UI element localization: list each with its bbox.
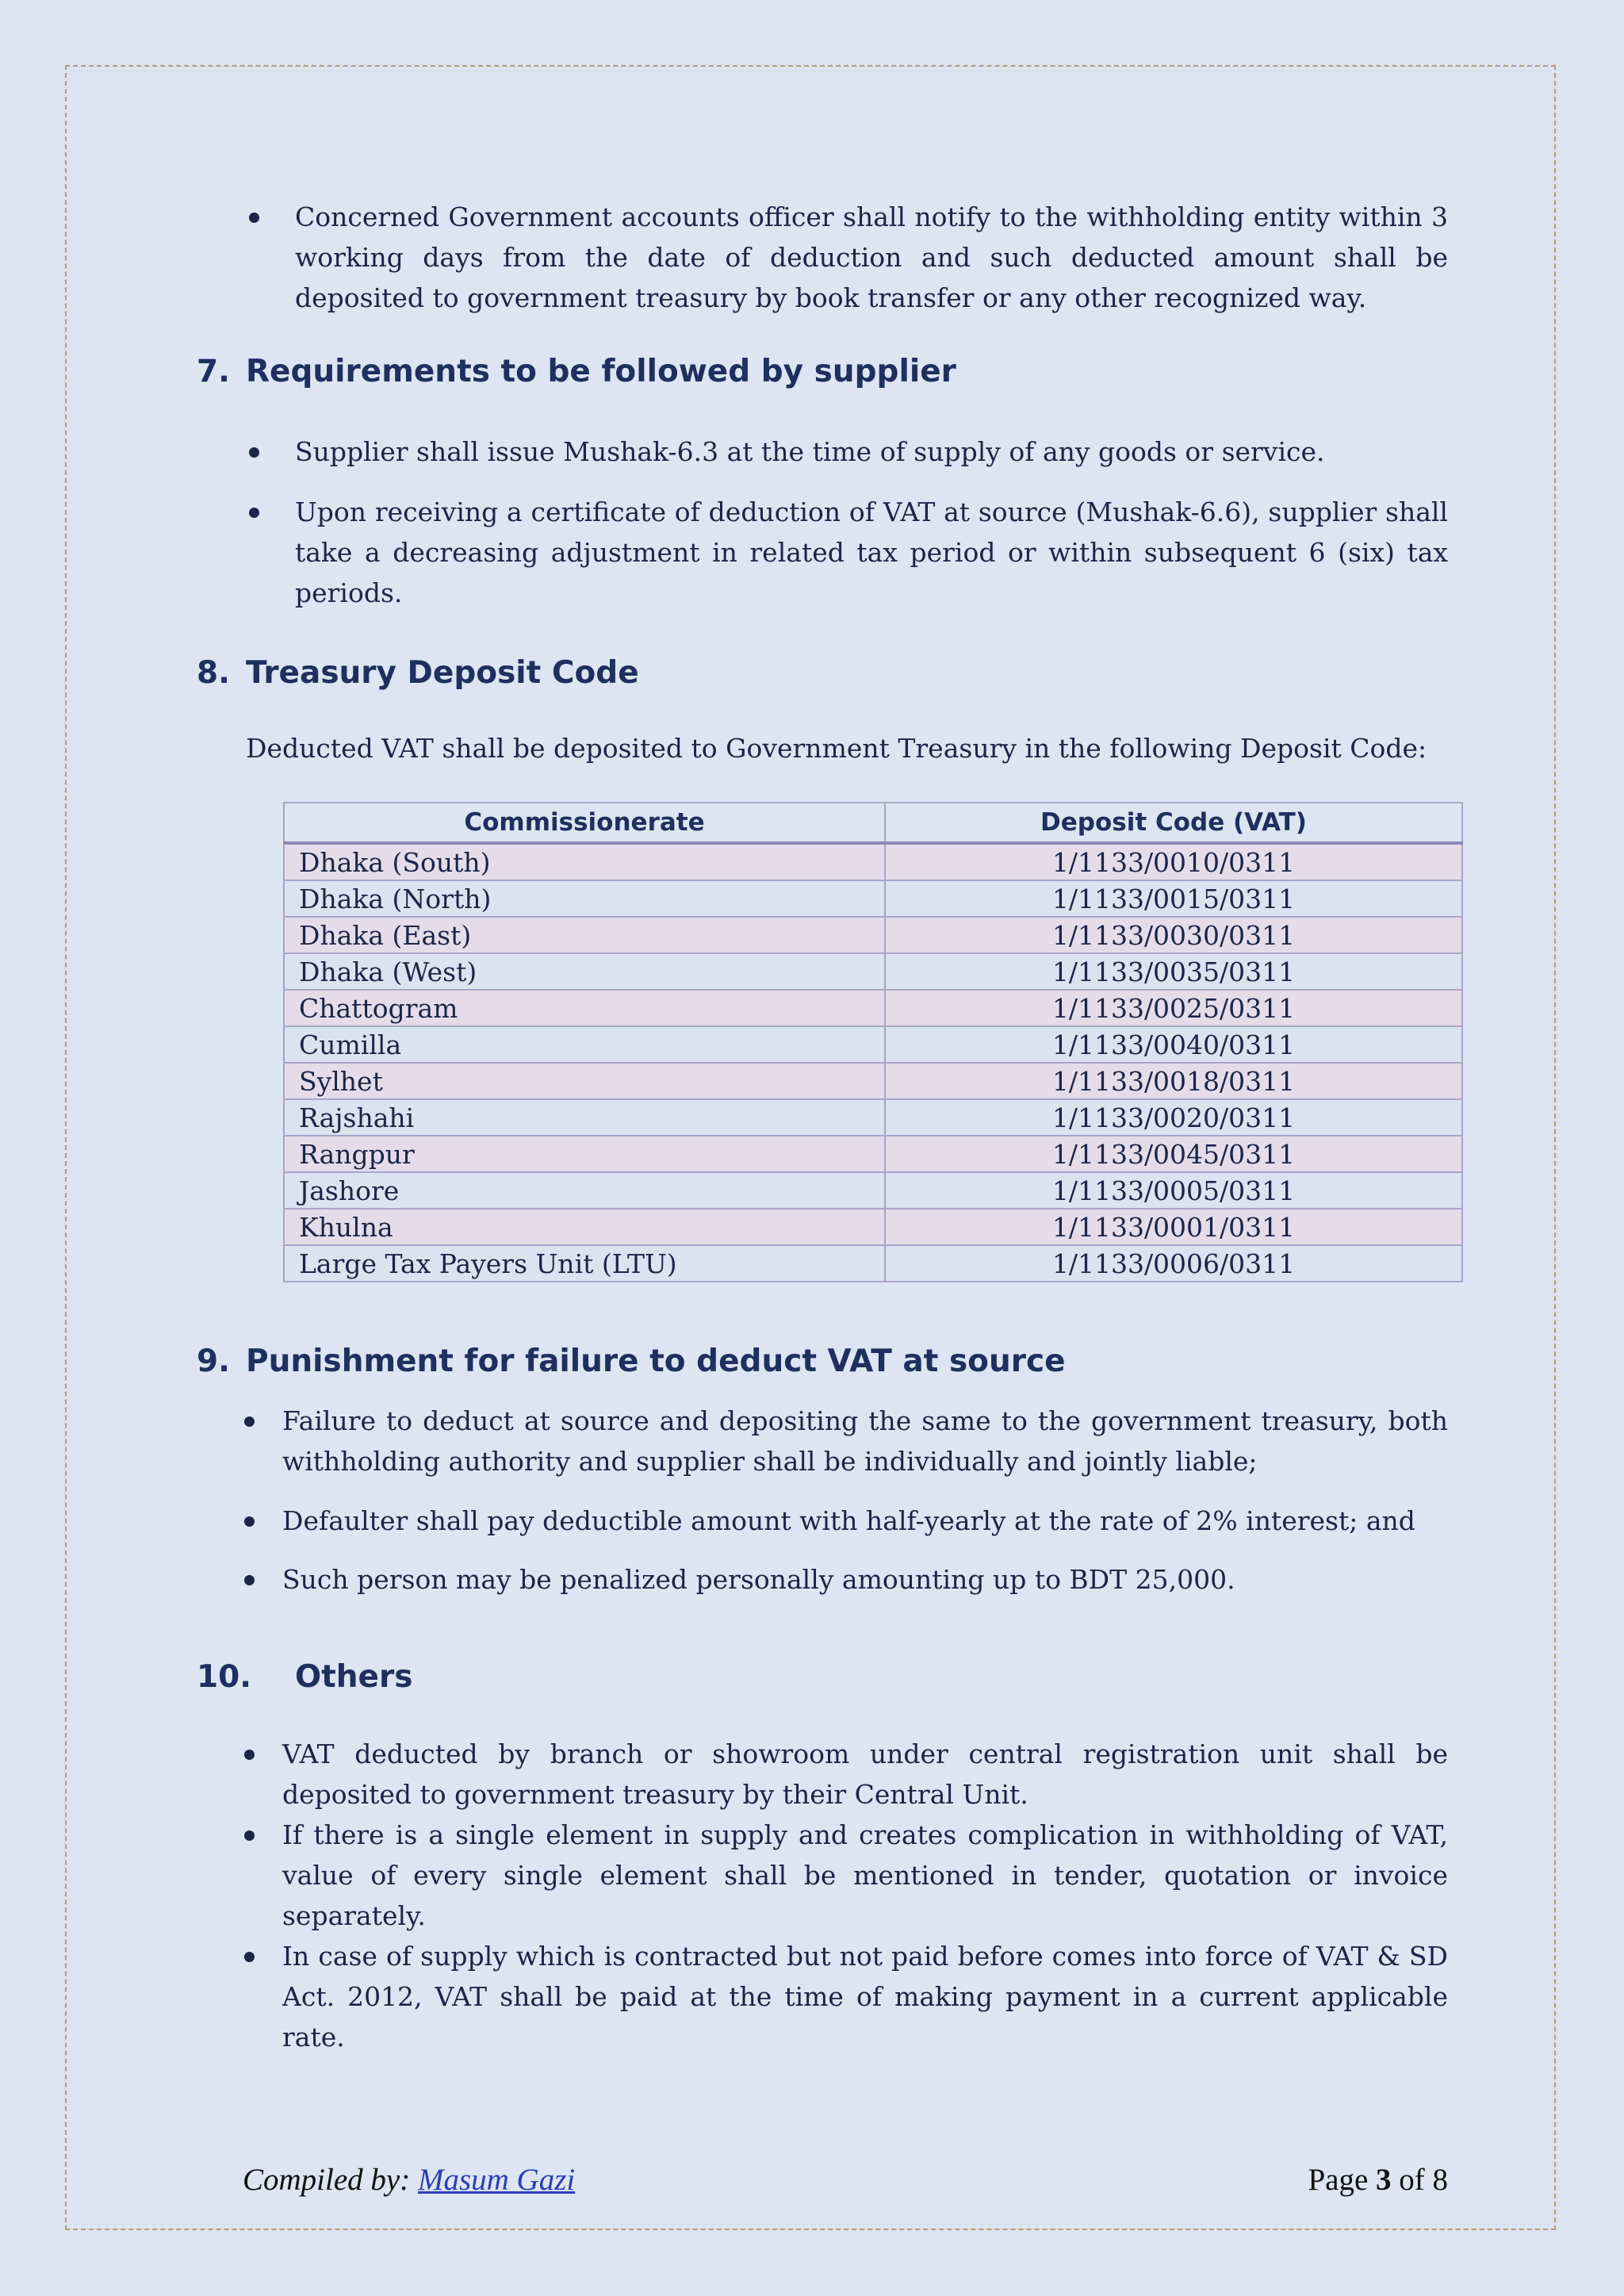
deposit-code-cell: 1/1133/0020/0311: [885, 1099, 1462, 1136]
column-header-commissionerate: Commissionerate: [284, 803, 885, 843]
table-header-row: [284, 803, 1462, 843]
deposit-code-cell: 1/1133/0015/0311: [885, 880, 1462, 917]
section-8-intro: Deducted VAT shall be deposited to Government Treasury in the following Deposit Code:: [246, 733, 1427, 764]
table-row: [284, 953, 1462, 990]
list-item: Such person may be penalized personally amounting up to BDT 25,000.: [197, 1559, 1448, 1600]
bullet-icon: [244, 1750, 255, 1760]
list-item: If there is a single element in supply and creates complication in withholding of VAT, value of every single element shall be mentioned in tender, quotation or invoice separately.: [197, 1815, 1448, 1936]
commissionerate-cell: Dhaka (North): [284, 880, 885, 917]
deposit-code-cell: 1/1133/0018/0311: [885, 1063, 1462, 1099]
top-bullets: [197, 197, 1448, 318]
section-9-bullets-2: [197, 1501, 1448, 1541]
commissionerate-cell: Dhaka (West): [284, 953, 885, 990]
table-row: [284, 1026, 1462, 1063]
section-9-heading: 9. Punishment for failure to deduct VAT at source: [197, 1343, 1066, 1379]
commissionerate-cell: Sylhet: [284, 1063, 885, 1099]
section-10-heading: 10. Others: [197, 1659, 413, 1695]
compiled-by-label: Compiled by:: [243, 2163, 418, 2197]
table-row: [284, 1099, 1462, 1136]
section-7-bullets: [197, 431, 1448, 472]
list-item: Supplier shall issue Mushak-6.3 at the time of supply of any goods or service.: [197, 431, 1448, 472]
bullet-icon: [249, 508, 259, 518]
deposit-code-cell: 1/1133/0040/0311: [885, 1026, 1462, 1063]
section-7-bullets-2: [197, 492, 1448, 613]
table-row: [284, 990, 1462, 1026]
commissionerate-cell: Jashore: [284, 1172, 885, 1209]
section-9-bullets: [197, 1401, 1448, 1481]
commissionerate-cell: Large Tax Payers Unit (LTU): [284, 1245, 885, 1282]
section-7-heading: 7. Requirements to be followed by supplier: [197, 354, 956, 389]
commissionerate-cell: Rangpur: [284, 1136, 885, 1172]
list-item: In case of supply which is contracted but not paid before comes into force of VAT & SD Act. 2012, VAT shall be paid at the time of making payment in a current applicable rate.: [197, 1936, 1448, 2057]
table-row: [284, 1136, 1462, 1172]
bullet-icon: [244, 1516, 255, 1527]
bullet-icon: [244, 1952, 255, 1962]
list-item: Upon receiving a certificate of deduction of VAT at source (Mushak-6.6), supplier shall take a decreasing adjustment in related tax period or within subsequent 6 (six) tax periods.: [197, 492, 1448, 613]
list-item: VAT deducted by branch or showroom under central registration unit shall be deposited to government treasury by their Central Unit.: [197, 1734, 1448, 1815]
bullet-icon: [244, 1830, 255, 1841]
bullet-icon: [244, 1416, 255, 1427]
section-10-bullets: [197, 1734, 1448, 2057]
commissionerate-cell: Dhaka (South): [284, 843, 885, 880]
author-link[interactable]: Masum Gazi: [417, 2163, 576, 2197]
section-8-heading: 8. Treasury Deposit Code: [197, 655, 639, 691]
table-row: [284, 917, 1462, 953]
page-number: Page 3 of 8: [1308, 2163, 1448, 2197]
table-row: [284, 1063, 1462, 1099]
commissionerate-cell: Khulna: [284, 1209, 885, 1245]
deposit-code-cell: 1/1133/0006/0311: [885, 1245, 1462, 1282]
commissionerate-cell: Chattogram: [284, 990, 885, 1026]
bullet-icon: [249, 447, 259, 458]
table-row: [284, 1209, 1462, 1245]
commissionerate-cell: Cumilla: [284, 1026, 885, 1063]
table-row: [284, 1172, 1462, 1209]
table-row: [284, 880, 1462, 917]
bullet-icon: [249, 213, 259, 223]
deposit-code-table: [283, 802, 1463, 1282]
deposit-code-cell: 1/1133/0030/0311: [885, 917, 1462, 953]
list-item: Defaulter shall pay deductible amount with half-yearly at the rate of 2% interest; and: [197, 1501, 1448, 1541]
deposit-code-cell: 1/1133/0045/0311: [885, 1136, 1462, 1172]
table-row: [284, 843, 1462, 880]
deposit-code-cell: 1/1133/0001/0311: [885, 1209, 1462, 1245]
list-item: Failure to deduct at source and depositing the same to the government treasury, both withholding authority and supplier shall be individually and jointly liable;: [197, 1401, 1448, 1481]
table-row: [284, 1245, 1462, 1282]
commissionerate-cell: Rajshahi: [284, 1099, 885, 1136]
section-9-bullets-3: [197, 1559, 1448, 1600]
deposit-code-cell: 1/1133/0010/0311: [885, 843, 1462, 880]
page-footer: [243, 2162, 1448, 2198]
column-header-deposit-code: Deposit Code (VAT): [885, 803, 1462, 843]
bullet-icon: [244, 1575, 255, 1585]
commissionerate-cell: Dhaka (East): [284, 917, 885, 953]
deposit-code-cell: 1/1133/0005/0311: [885, 1172, 1462, 1209]
list-item: Concerned Government accounts officer shall notify to the withholding entity within 3 working days from the date of deduction and such deducted amount shall be deposited to government treasury by book transfer or any other recognized way.: [197, 197, 1448, 318]
deposit-code-cell: 1/1133/0035/0311: [885, 953, 1462, 990]
deposit-code-cell: 1/1133/0025/0311: [885, 990, 1462, 1026]
